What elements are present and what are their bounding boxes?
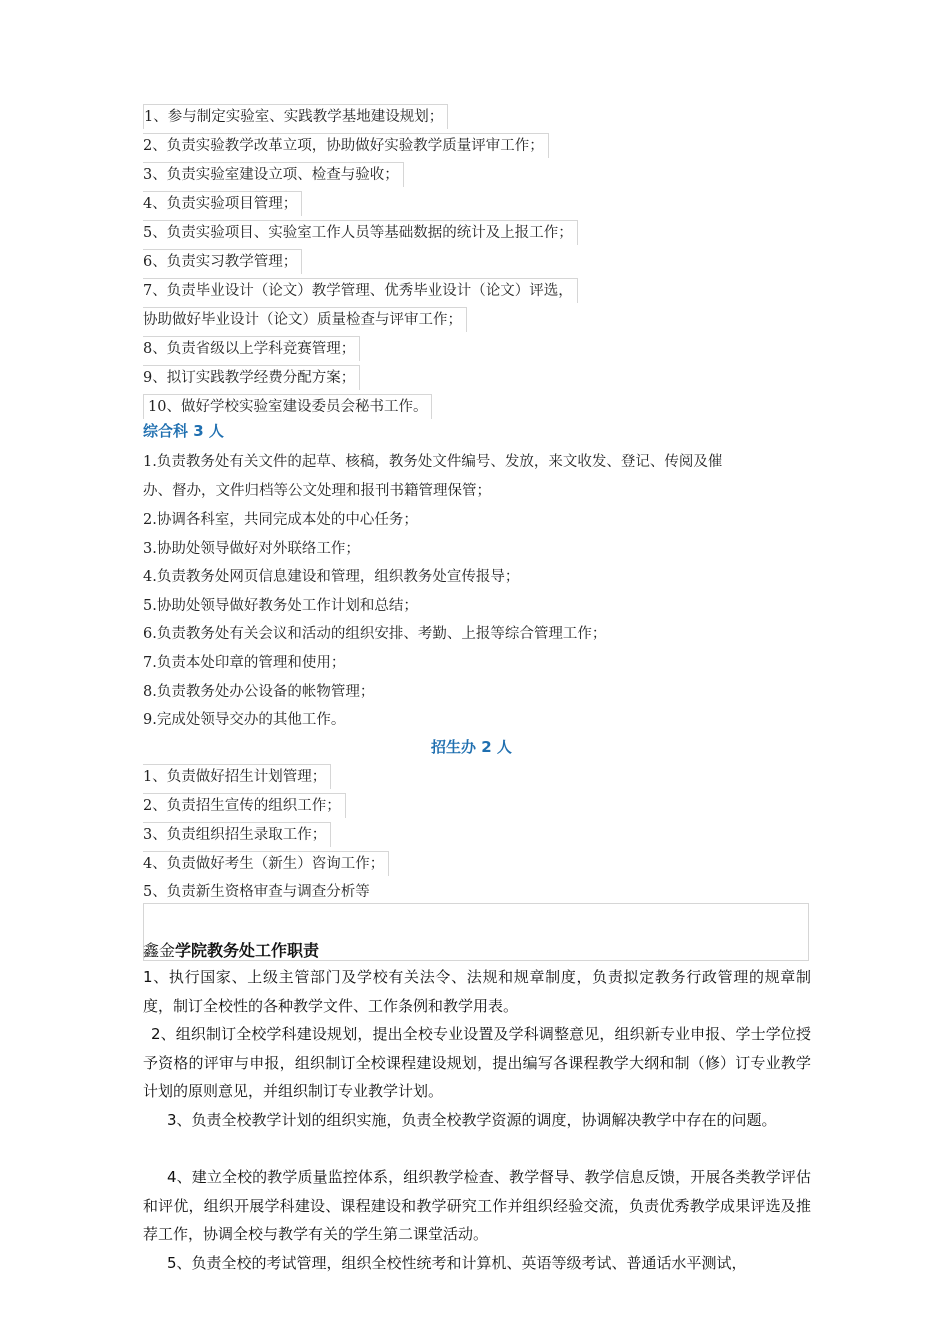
list-item: 3.协助处领导做好对外联络工作； [143,541,360,557]
list-item: 5.协助处领导做好教务处工作计划和总结； [143,598,418,614]
list-item: 2、负责实验教学改革立项，协助做好实验教学质量评审工作； [143,133,549,158]
list-item: 1、负责做好招生计划管理； [143,764,331,789]
list-item: 4、负责做好考生（新生）咨询工作； [143,851,389,876]
list-item: 5、负责实验项目、实验室工作人员等基础数据的统计及上报工作； [143,220,578,245]
list-item: 7.负责本处印章的管理和使用； [143,655,346,671]
list-item: 1.负责教务处有关文件的起草、核稿，教务处文件编号、发放，来文收发、登记、传阅及催 [143,454,723,470]
paragraph: 2、组织制订全校学科建设规划，提出全校专业设置及学科调整意见，组织新专业申报、学士学位授予资格的评审与申报，组织制订全校课程建设规划，提出编写各课程教学大纲和制（修）订专业教学计划的原则意见，并组织制订专业教学计划。 [143,1025,811,1101]
list-item: 4.负责教务处网页信息建设和管理，组织教务处宣传报导； [143,569,520,585]
paragraph: 3、负责全校教学计划的组织实施，负责全校教学资源的调度，协调解决教学中存在的问题。 [167,1111,777,1129]
list-item: 9、拟订实践教学经费分配方案； [143,365,360,390]
list-item: 4、负责实验项目管理； [143,191,302,216]
list-item: 8、负责省级以上学科竞赛管理； [143,336,360,361]
paragraph: 1、执行国家、上级主管部门及学校有关法令、法规和规章制度，负责拟定教务行政管理的规章制度，制订全校性的各种教学文件、工作条例和教学用表。 [143,968,811,1015]
section-heading: 综合科 3 人 [143,422,224,440]
list-item: 3、负责组织招生录取工作； [143,822,331,847]
list-item: 6.负责教务处有关会议和活动的组织安排、考勤、上报等综合管理工作； [143,626,607,642]
list-item: 1、参与制定实验室、实践教学基地建设规划； [143,104,448,129]
section-heading: 招生办 2 人 [431,738,512,756]
list-item: 9.完成处领导交办的其他工作。 [143,712,346,728]
paragraph: 5、负责全校的考试管理，组织全校性统考和计算机、英语等级考试、普通话水平测试， [167,1254,747,1272]
list-item: 协助做好毕业设计（论文）质量检查与评审工作； [143,307,467,332]
list-item: 10、做好学校实验室建设委员会秘书工作。 [143,394,432,419]
list-item: 办、督办，文件归档等公文处理和报刊书籍管理保管； [143,483,491,499]
list-item: 6、负责实习教学管理； [143,249,302,274]
paragraph: 4、建立全校的教学质量监控体系，组织教学检查、教学督导、教学信息反馈，开展各类教学评估和评优，组织开展学科建设、课程建设和教学研究工作并组织经验交流，负责优秀教学成果评选及推荐工作，协调全校与教学有关的学生第二课堂活动。 [143,1168,811,1244]
document-title [143,938,319,965]
list-item: 8.负责教务处办公设备的帐物管理； [143,684,375,700]
list-item: 2、负责招生宣传的组织工作； [143,793,346,818]
list-item: 7、负责毕业设计（论文）教学管理、优秀毕业设计（论文）评选， [143,278,578,303]
title-main: 学院教务处工作职责 [175,941,320,960]
list-item: 2.协调各科室，共同完成本处的中心任务； [143,512,418,528]
title-prefix: 鑫金 [143,941,176,960]
list-item: 5、负责新生资格审查与调查分析等 [143,884,370,900]
list-item: 3、负责实验室建设立项、检查与验收； [143,162,404,187]
